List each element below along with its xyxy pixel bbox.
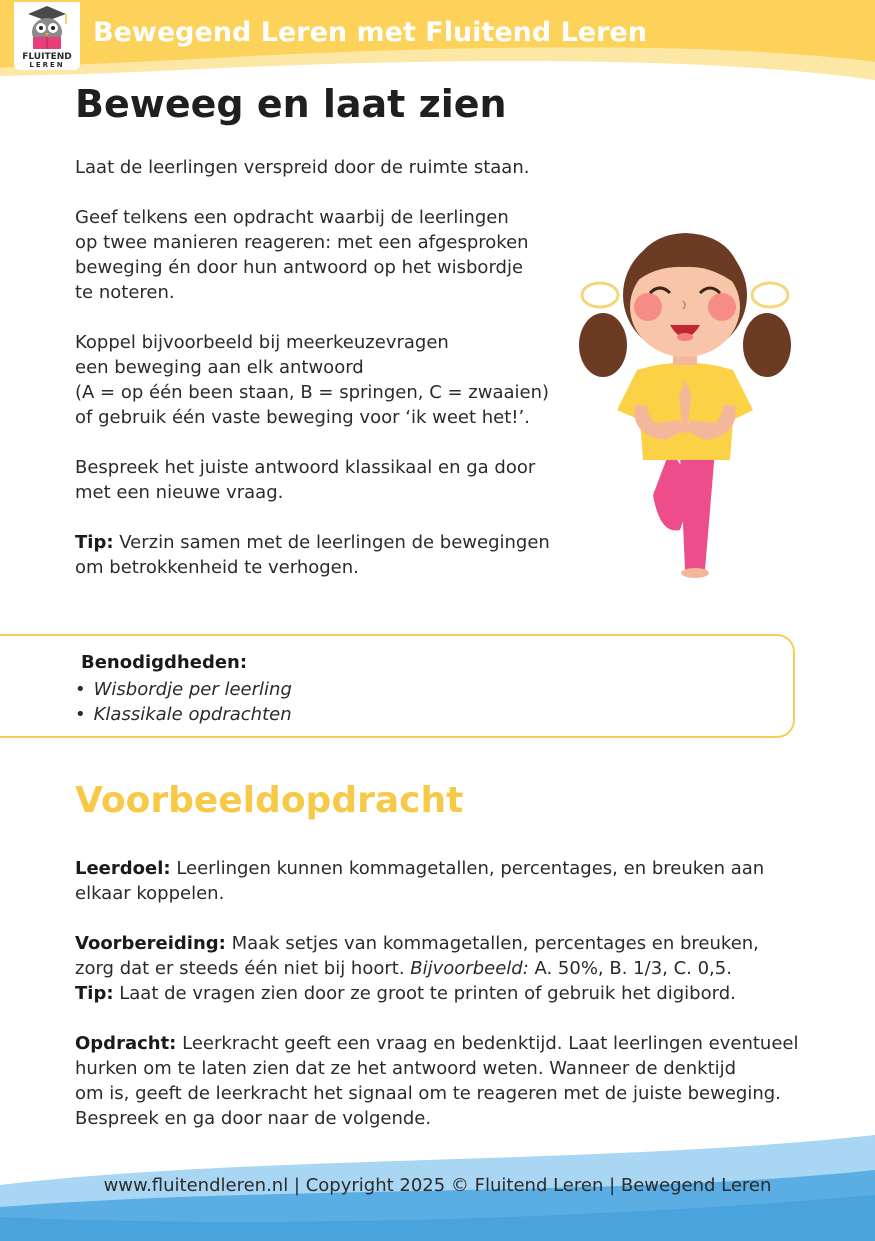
prep-label: Voorbereiding:: [75, 933, 226, 954]
intro-paragraph-2: Geef telkens een opdracht waarbij de leerlingen op twee manieren reageren: met een afgesproken beweging én door hun antwoord op het wisbordje te noteren.: [75, 207, 529, 303]
list-item: • Klassikale opdrachten: [75, 704, 292, 725]
intro-paragraph-1: Laat de leerlingen verspreid door de ruimte staan.: [75, 157, 530, 178]
intro-paragraph-4: Bespreek het juiste antwoord klassikaal en ga door met een nieuwe vraag.: [75, 457, 536, 503]
example-title: Voorbeeldopdracht: [75, 780, 464, 821]
example-tip-label: Tip:: [75, 983, 114, 1004]
materials-list: [75, 677, 292, 727]
task-paragraph: Opdracht: Leerkracht geeft een vraag en bedenktijd. Laat leerlingen eventueel hurken om te laten zien dat ze het antwoord weten. Wanneer de denktijd om is, geeft de leerkracht het signaal om te reageren met de juiste beweging. Bespreek en ga door naar de volgende.: [75, 1033, 799, 1129]
header-title: Bewegend Leren met Fluitend Leren: [93, 17, 647, 48]
logo-text-fluitend: FLUITEND: [22, 52, 72, 62]
list-item: • Wisbordje per leerling: [75, 679, 292, 700]
brand-logo: [14, 2, 80, 70]
girl-yoga-illustration: [575, 195, 795, 585]
owl-reading-icon: [14, 2, 80, 52]
intro-text: [75, 155, 565, 605]
goal-label: Leerdoel:: [75, 858, 171, 879]
prep-paragraph: Voorbereiding: Maak setjes van kommagetallen, percentages en breuken, zorg dat er steeds één niet bij hoort. Bijvoorbeeld: A. 50%, B. 1/3, C. 0,5. Tip: Laat de vragen zien door ze groot te printen of gebruik het digibord.: [75, 933, 759, 1004]
footer-text: www.fluitendleren.nl | Copyright 2025 © Fluitend Leren | Bewegend Leren: [103, 1175, 772, 1196]
goal-paragraph: Leerdoel: Leerlingen kunnen kommagetallen, percentages, en breuken aan elkaar koppelen.: [75, 858, 765, 904]
task-label: Opdracht:: [75, 1033, 177, 1054]
materials-title: Benodigdheden:: [81, 652, 248, 673]
logo-text-leren: LEREN: [29, 61, 65, 69]
example-text: [75, 856, 815, 1156]
intro-tip: Tip: Verzin samen met de leerlingen de bewegingen om betrokkenheid te verhogen.: [75, 532, 550, 578]
page-title: Beweeg en laat zien: [75, 82, 507, 126]
tip-label: Tip:: [75, 532, 114, 553]
intro-paragraph-3: Koppel bijvoorbeeld bij meerkeuzevragen een beweging aan elk antwoord (A = op één been staan, B = springen, C = zwaaien) of gebruik één vaste beweging voor ‘ik weet het!’.: [75, 332, 550, 428]
